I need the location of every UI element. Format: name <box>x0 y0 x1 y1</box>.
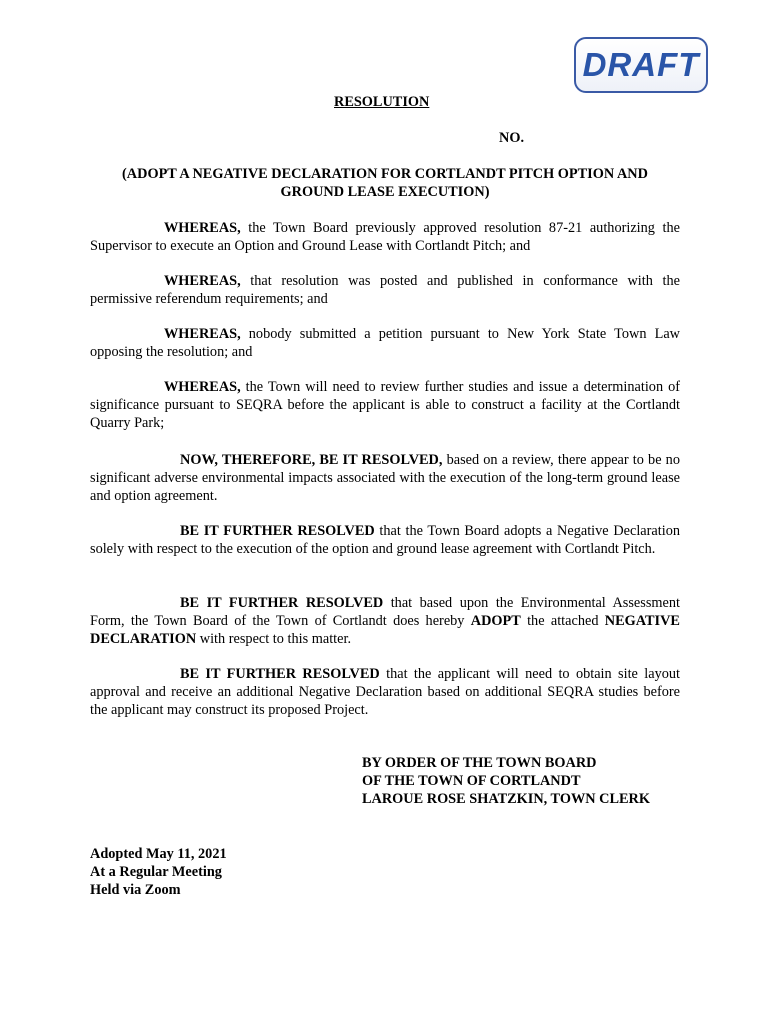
signature-line: BY ORDER OF THE TOWN BOARD <box>362 755 597 771</box>
paragraph-lead: WHEREAS, <box>164 273 241 289</box>
paragraph-text: that resolution was posted and published in conformance with the permissive referendum requirements; and <box>90 273 680 307</box>
signature-line: LAROUE ROSE SHATZKIN, TOWN CLERK <box>362 791 650 807</box>
paragraph-lead: BE IT FURTHER RESOLVED <box>180 523 375 539</box>
paragraph-text: the Town Board previously approved resolution 87-21 authorizing the Supervisor to execute an Option and Ground Lease with Cortlandt Pitch; and <box>90 220 680 254</box>
paragraph-text: that based upon the Environmental Assessment Form, the Town Board of the Town of Cortlandt does hereby <box>90 595 680 629</box>
adopt-keyword: ADOPT <box>470 613 521 629</box>
paragraph-lead: WHEREAS, <box>164 326 241 342</box>
paragraph-lead: WHEREAS, <box>164 220 241 236</box>
paragraph-text: the attached <box>520 613 605 629</box>
adoption-date: Adopted May 11, 2021 <box>90 846 227 862</box>
whereas-paragraph-3 <box>90 325 680 361</box>
draft-stamp <box>574 37 708 93</box>
paragraph-text: the Town will need to review further studies and issue a determination of significance pursuant to SEQRA before the applicant is able to construct a facility at the Cortlandt Quarry Park; <box>90 379 680 431</box>
paragraph-lead: BE IT FURTHER RESOLVED <box>180 595 384 611</box>
paragraph-lead: BE IT FURTHER RESOLVED <box>180 666 380 682</box>
further-resolved-paragraph-2 <box>90 594 680 648</box>
adoption-meeting: At a Regular Meeting <box>90 864 222 880</box>
adoption-note <box>90 845 227 899</box>
whereas-paragraph-1 <box>90 219 680 255</box>
draft-stamp-label: DRAFT <box>582 46 700 83</box>
paragraph-text: that the applicant will need to obtain site layout approval and receive an additional Negative Declaration based on additional SEQRA studies before the applicant may construct its proposed Project. <box>90 666 680 718</box>
resolution-heading: RESOLUTION <box>334 94 430 110</box>
negative-declaration-keyword: NEGATIVE DECLARATION <box>90 613 680 647</box>
resolution-title: (ADOPT A NEGATIVE DECLARATION FOR CORTLANDT PITCH OPTION AND GROUND LEASE EXECUTION) <box>122 166 648 200</box>
paragraph-lead: WHEREAS, <box>164 379 241 395</box>
paragraph-lead: NOW, THEREFORE, BE IT RESOLVED, <box>180 452 443 468</box>
resolved-paragraph <box>90 451 680 505</box>
further-resolved-paragraph-1 <box>90 522 680 558</box>
paragraph-text: nobody submitted a petition pursuant to New York State Town Law opposing the resolution; and <box>90 326 680 360</box>
paragraph-text: that the Town Board adopts a Negative Declaration solely with respect to the execution of the option and ground lease agreement with Cortlandt Pitch. <box>90 523 680 557</box>
whereas-paragraph-4 <box>90 378 680 432</box>
signature-block <box>362 754 650 808</box>
paragraph-text: with respect to this matter. <box>196 631 352 647</box>
further-resolved-paragraph-3 <box>90 665 680 719</box>
whereas-paragraph-2 <box>90 272 680 308</box>
paragraph-text: based on a review, there appear to be no significant adverse environmental impacts associated with the execution of the long-term ground lease and option agreement. <box>90 452 680 504</box>
adoption-venue: Held via Zoom <box>90 882 181 898</box>
signature-line: OF THE TOWN OF CORTLANDT <box>362 773 581 789</box>
resolution-number: NO. <box>499 130 525 146</box>
